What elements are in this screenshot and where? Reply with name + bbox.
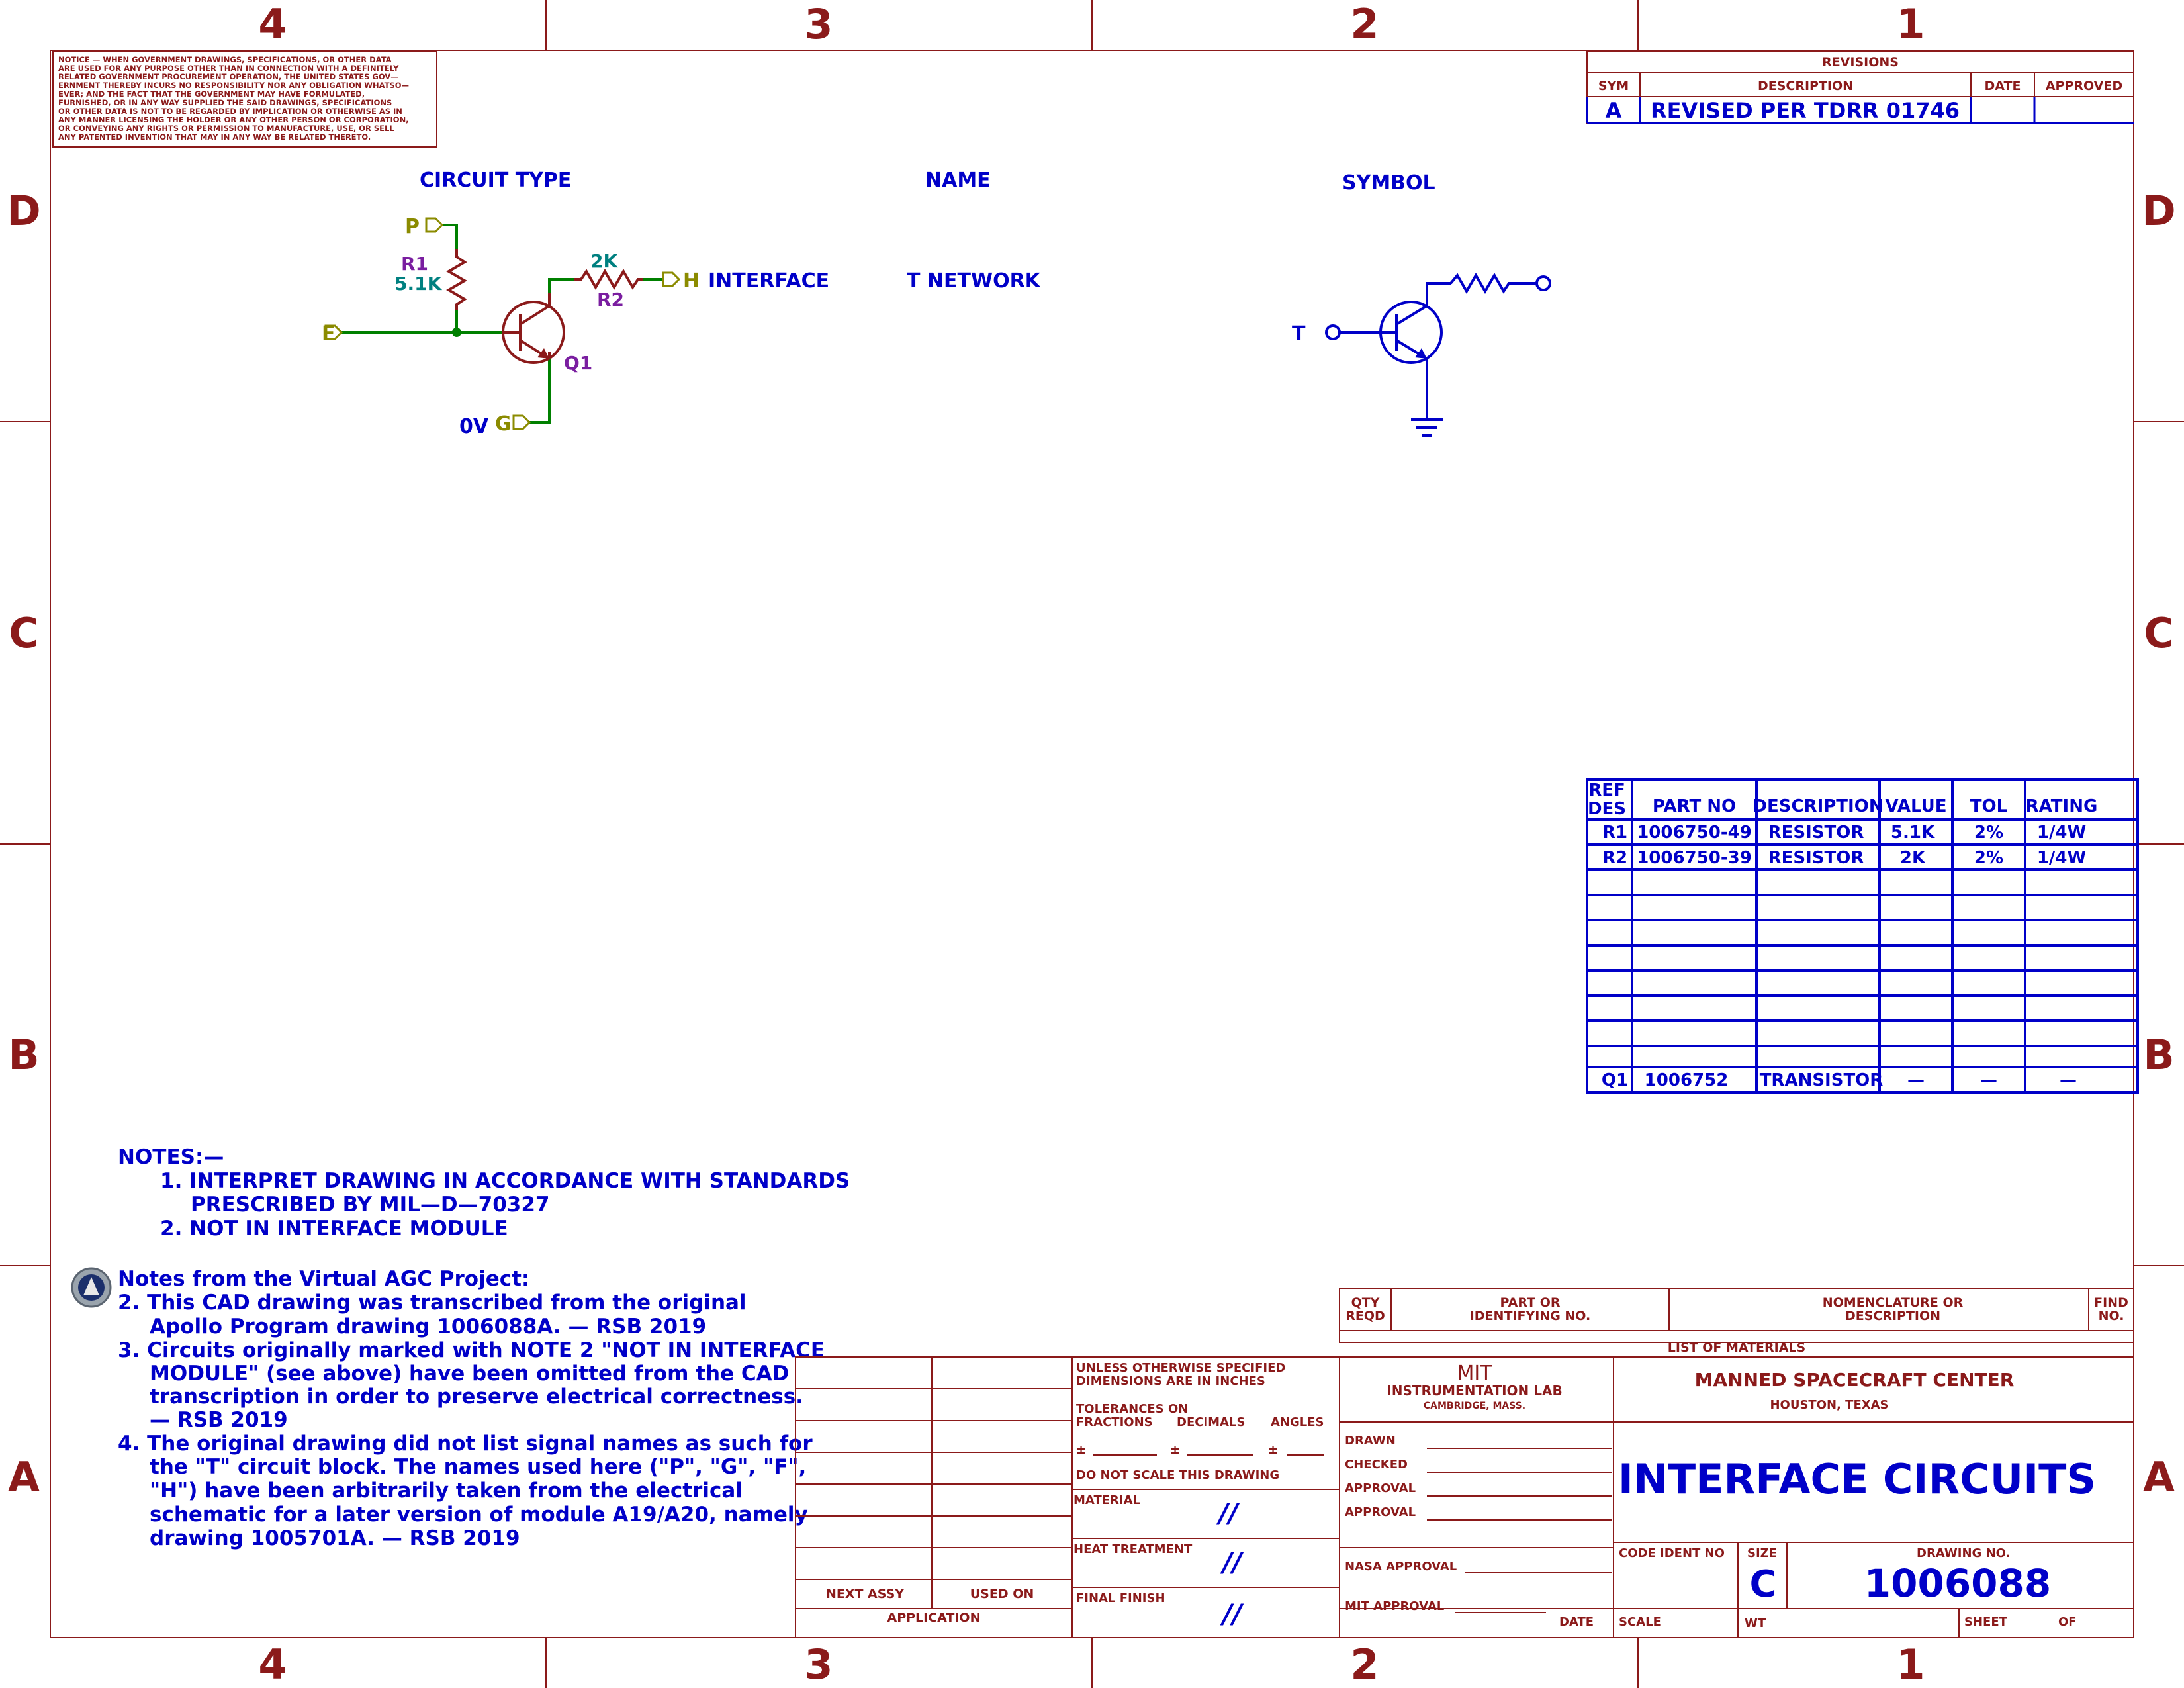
drawing-number: 1006088 <box>1864 1561 2052 1606</box>
agc-note-line: drawing 1005701A. — RSB 2019 <box>150 1526 520 1550</box>
zone-col-bottom-3: 3 <box>804 1640 833 1688</box>
table-cell: RESISTOR <box>1768 823 1864 843</box>
zone-row-right-b: B <box>2143 1031 2175 1079</box>
spec-material: MATERIAL <box>1073 1493 1140 1507</box>
junction-dot <box>452 328 461 337</box>
table-cell: 2K <box>1899 848 1926 868</box>
zone-col-top-2: 2 <box>1350 0 1379 48</box>
lom-qty: QTY <box>1351 1295 1380 1310</box>
drawing-title: INTERFACE CIRCUITS <box>1617 1455 2097 1503</box>
app-title: APPLICATION <box>887 1611 981 1625</box>
rev-row-sym: A <box>1605 98 1622 123</box>
r1-ref: R1 <box>401 253 429 275</box>
org-location: CAMBRIDGE, MASS. <box>1423 1401 1526 1411</box>
app-used-on: USED ON <box>970 1587 1034 1601</box>
pin-g-flag <box>514 416 529 429</box>
size-value: C <box>1749 1563 1777 1606</box>
label-nasa-approval: NASA APPROVAL <box>1345 1560 1457 1573</box>
lom-find: FIND <box>2094 1295 2128 1310</box>
notice-line: NOTICE — WHEN GOVERNMENT DRAWINGS, SPECIFICATIONS, OR OTHER DATA <box>58 55 392 64</box>
transistor-q1 <box>503 293 564 363</box>
revisions-block <box>1587 52 2134 123</box>
pin-p-label: P <box>405 215 420 238</box>
symbol-input-terminal <box>1326 326 1340 339</box>
table-cell: — <box>2060 1070 2077 1090</box>
heading-symbol: SYMBOL <box>1342 171 1435 195</box>
table-cell: 1006750-49 <box>1637 823 1752 843</box>
agc-note-line: MODULE" (see above) have been omitted from the CAD <box>150 1362 790 1385</box>
r2-ref: R2 <box>597 289 625 310</box>
agc-note-line: the "T" circuit block. The names used here ("P", "G", "F", <box>150 1455 807 1479</box>
lom-identifying: IDENTIFYING NO. <box>1469 1309 1591 1323</box>
label-approval-2: APPROVAL <box>1345 1505 1416 1519</box>
notice-line: EVER; AND THE FACT THAT THE GOVERNMENT MAY HAVE FORMULATED, <box>58 89 365 99</box>
agc-notes-block <box>118 1267 825 1550</box>
agc-note-line: 2. This CAD drawing was transcribed from the original <box>118 1291 747 1315</box>
zone-row-right-a: A <box>2143 1453 2175 1501</box>
lom-title: LIST OF MATERIALS <box>1667 1340 1806 1355</box>
spec-pm-3: ± <box>1268 1443 1279 1457</box>
label-mit-approval: MIT APPROVAL <box>1345 1599 1445 1613</box>
center-location: HOUSTON, TEXAS <box>1770 1398 1889 1412</box>
heading-name: NAME <box>925 169 991 192</box>
parts-header-value: VALUE <box>1885 796 1947 816</box>
notes-title: NOTES:— <box>118 1145 224 1169</box>
circuit-schematic <box>322 215 1042 438</box>
lom-no: NO. <box>2098 1309 2124 1323</box>
lom-description: DESCRIPTION <box>1844 1309 1941 1323</box>
notice-line: ERNMENT THEREBY INCURS NO RESPONSIBILITY NOR ANY OBLIGATION WHATSO— <box>58 81 410 90</box>
symbol-input-label: T <box>1292 322 1306 346</box>
label-size: SIZE <box>1747 1546 1778 1560</box>
notice-line: ANY PATENTED INVENTION THAT MAY IN ANY WAY BE RELATED THERETO. <box>58 132 371 142</box>
r1-value: 5.1K <box>394 273 442 295</box>
org-mit: MIT <box>1457 1362 1492 1385</box>
table-cell: Q1 <box>1601 1070 1629 1090</box>
zone-row-left-a: A <box>8 1453 40 1501</box>
notice-line: OR CONVEYING ANY RIGHTS OR PERMISSION TO MANUFACTURE, USE, OR SELL <box>58 124 394 133</box>
spec-unless-2: DIMENSIONS ARE IN INCHES <box>1076 1374 1265 1388</box>
r2-value: 2K <box>590 250 618 272</box>
rev-header-date: DATE <box>1984 79 2021 93</box>
spec-pm-1: ± <box>1076 1443 1087 1457</box>
parts-header-des: DES <box>1587 799 1627 819</box>
label-of: OF <box>2058 1615 2077 1629</box>
parts-header-rating: RATING <box>2025 796 2098 816</box>
zone-col-bottom-1: 1 <box>1896 1640 1925 1688</box>
lom-nomenclature: NOMENCLATURE OR <box>1822 1295 1964 1310</box>
agc-note-line: Apollo Program drawing 1006088A. — RSB 2019 <box>150 1315 707 1338</box>
table-cell: — <box>1907 1070 1925 1090</box>
rev-header-sym: SYM <box>1598 79 1629 93</box>
zone-row-right-c: C <box>2144 609 2174 657</box>
table-cell: 1006750-39 <box>1637 848 1752 868</box>
notice-line: ARE USED FOR ANY PURPOSE OTHER THAN IN CONNECTION WITH A DEFINITELY <box>58 64 399 73</box>
note-line: 2. NOT IN INTERFACE MODULE <box>160 1217 508 1241</box>
rev-header-description: DESCRIPTION <box>1757 79 1854 93</box>
spec-unless-1: UNLESS OTHERWISE SPECIFIED <box>1076 1361 1286 1375</box>
pin-f-label: F <box>322 322 336 346</box>
spec-finish-value: // <box>1222 1599 1242 1630</box>
center-name: MANNED SPACECRAFT CENTER <box>1694 1369 2015 1391</box>
table-cell: 2% <box>1974 848 2004 868</box>
lom-reqd: REQD <box>1345 1309 1385 1323</box>
table-cell: R2 <box>1602 848 1628 868</box>
note-line: 1. INTERPRET DRAWING IN ACCORDANCE WITH STANDARDS <box>160 1169 850 1193</box>
table-cell: 2% <box>1974 823 2004 843</box>
parts-header-partno: PART NO <box>1652 796 1737 816</box>
notice-line: FURNISHED, OR IN ANY WAY SUPPLIED THE SAID DRAWINGS, SPECIFICATIONS <box>58 98 392 107</box>
label-checked: CHECKED <box>1345 1458 1408 1472</box>
label-date: DATE <box>1559 1615 1594 1629</box>
table-cell: 1006752 <box>1644 1070 1729 1090</box>
label-drawn: DRAWN <box>1345 1434 1396 1448</box>
heading-circuit-type: CIRCUIT TYPE <box>420 169 572 192</box>
t-network-symbol <box>1292 275 1550 436</box>
agc-note-line: transcription in order to preserve electrical correctness. <box>150 1385 803 1409</box>
agc-note-line: "H") have been arbitrarily taken from the electrical <box>150 1479 743 1503</box>
table-cell: 1/4W <box>2036 848 2087 868</box>
pin-h-label: H <box>683 269 700 293</box>
label-drawing-no: DRAWING NO. <box>1917 1546 2011 1560</box>
table-cell: RESISTOR <box>1768 848 1864 868</box>
table-cell: TRANSISTOR <box>1759 1070 1884 1090</box>
table-cell: 5.1K <box>1890 823 1935 843</box>
spec-block <box>1072 1357 1340 1638</box>
spec-heat-value: // <box>1222 1548 1242 1578</box>
title-block <box>1340 1357 2134 1638</box>
table-cell: R1 <box>1602 823 1628 843</box>
spec-decimals: DECIMALS <box>1177 1415 1246 1429</box>
table-cell: — <box>1980 1070 1997 1090</box>
app-next-assy: NEXT ASSY <box>825 1587 905 1601</box>
application-block <box>796 1357 1072 1638</box>
rev-row-description: REVISED PER TDRR 01746 <box>1651 98 1960 123</box>
zone-col-top-3: 3 <box>804 0 833 48</box>
notice-line: RELATED GOVERNMENT PROCUREMENT OPERATION, THE UNITED STATES GOV— <box>58 72 398 81</box>
parts-header-description: DESCRIPTION <box>1752 796 1884 816</box>
list-of-materials <box>1340 1288 2134 1355</box>
label-scale: SCALE <box>1619 1615 1661 1629</box>
spec-heat-treatment: HEAT TREATMENT <box>1073 1542 1193 1556</box>
zone-row-right-d: D <box>2142 187 2176 235</box>
spec-material-value: // <box>1218 1499 1238 1529</box>
notes-block <box>118 1145 850 1241</box>
org-lab: INSTRUMENTATION LAB <box>1387 1383 1563 1399</box>
agc-note-line: 4. The original drawing did not list signal names as such for <box>118 1432 813 1456</box>
spec-tolerances: TOLERANCES ON <box>1076 1402 1189 1416</box>
lom-part-or: PART OR <box>1500 1295 1561 1310</box>
resistor-r1 <box>449 249 465 310</box>
notice-line: ANY MANNER LICENSING THE HOLDER OR ANY OTHER PERSON OR CORPORATION, <box>58 115 409 124</box>
ground-label: 0V <box>459 415 489 438</box>
spec-angles: ANGLES <box>1271 1415 1324 1429</box>
parts-list-table <box>1587 780 2138 1092</box>
table-cell: 1/4W <box>2036 823 2087 843</box>
pin-h-flag <box>663 273 679 286</box>
notice-line: OR OTHER DATA IS NOT TO BE REGARDED BY IMPLICATION OR OTHERWISE AS IN <box>58 107 402 116</box>
spec-fractions: FRACTIONS <box>1076 1415 1153 1429</box>
notice-text <box>58 55 409 142</box>
label-sheet: SHEET <box>1964 1615 2007 1629</box>
virtual-agc-logo <box>72 1268 111 1307</box>
agc-note-line: schematic for a later version of module A19/A20, namely <box>150 1503 808 1526</box>
zone-row-left-d: D <box>7 187 41 235</box>
q1-ref: Q1 <box>564 352 593 374</box>
interface-label: INTERFACE <box>708 269 830 293</box>
label-approval-1: APPROVAL <box>1345 1481 1416 1495</box>
spec-pm-2: ± <box>1170 1443 1181 1457</box>
label-code-ident: CODE IDENT NO <box>1619 1546 1725 1560</box>
zone-col-top-1: 1 <box>1896 0 1925 48</box>
resistor-r2 <box>574 271 643 287</box>
symbol-output-terminal <box>1537 277 1550 290</box>
pin-g-label: G <box>495 412 512 436</box>
spec-do-not-scale: DO NOT SCALE THIS DRAWING <box>1076 1468 1280 1482</box>
rev-header-approved: APPROVED <box>2045 79 2123 93</box>
zone-col-bottom-2: 2 <box>1350 1640 1379 1688</box>
label-wt: WT <box>1745 1617 1766 1630</box>
parts-header-ref: REF <box>1588 780 1625 800</box>
agc-notes-title: Notes from the Virtual AGC Project: <box>118 1267 530 1291</box>
pin-p-flag <box>426 218 442 232</box>
parts-header-tol: TOL <box>1970 796 2008 816</box>
note-line: PRESCRIBED BY MIL—D—70327 <box>191 1193 550 1217</box>
zone-row-left-b: B <box>8 1031 40 1079</box>
zone-row-left-c: C <box>9 609 39 657</box>
revisions-title: REVISIONS <box>1822 55 1899 70</box>
zone-col-top-4: 4 <box>258 0 287 48</box>
spec-final-finish: FINAL FINISH <box>1076 1591 1165 1605</box>
agc-note-line: — RSB 2019 <box>150 1408 288 1432</box>
zone-col-bottom-4: 4 <box>258 1640 287 1688</box>
network-name: T NETWORK <box>907 269 1040 293</box>
agc-note-line: 3. Circuits originally marked with NOTE 2 "NOT IN INTERFACE <box>118 1338 825 1362</box>
